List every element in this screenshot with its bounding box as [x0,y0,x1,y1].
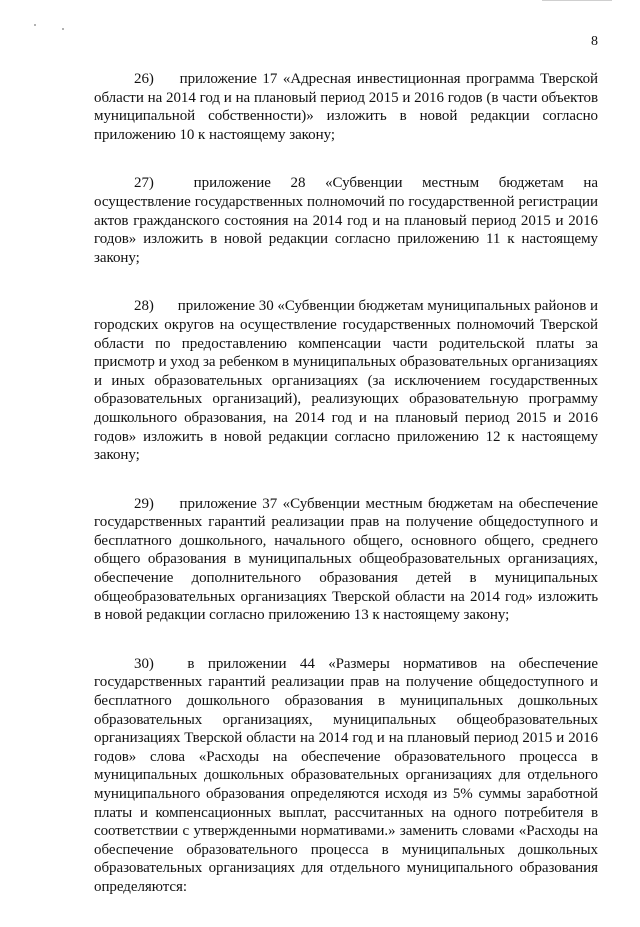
list-item [94,655,598,897]
item-number: 30) [134,655,154,672]
list-item [94,297,598,464]
list-item [94,495,598,625]
list-item [94,174,598,267]
scan-artifact [542,0,612,4]
list-item [94,70,598,144]
document-body [94,70,598,927]
item-text: приложение 37 «Субвенции местным бюджетам на обеспечение государственных гарантий реализации прав на получение общедоступного и бесплатного дошкольного, начального общего, основного общего, среднего общего образования в муниципальных общеобразовательных организациях, обеспечение дополнительного образования детей в муниципальных общеобразовательных организациях Тверской области на 2014 год» изложить в новой редакции согласно приложению 13 к настоящему закону; [94,495,598,624]
item-number: 26) [134,71,154,87]
scan-speck [34,24,36,26]
item-text: приложение 28 «Субвенции местным бюджетам на осуществление государственных полномочий по государственной регистрации актов гражданского состояния на 2014 год и на плановый период 2015 и 2016 годов» изложить в новой редакции согласно приложению 11 к настоящему закону; [94,175,598,266]
item-text: приложение 30 «Субвенции бюджетам муниципальных районов и городских округов на осуществление государственных полномочий Тверской области по предоставлению компенсации части родительской платы за присмотр и уход за ребенком в муниципальных образовательных организациях и иных образовательных организациях (за исключением государственных образовательных организаций), реализующих образовательную программу дошкольного образования, на 2014 год и на плановый период 2015 и 2016 годов» изложить в новой редакции согласно приложению 12 к настоящему закону; [94,298,598,464]
page-number: 8 [591,34,598,49]
item-text: в приложении 44 «Размеры нормативов на обеспечение государственных гарантий реализации прав на получение общедоступного и бесплатного дошкольного образования в муниципальных дошкольных образовательных организациях, муниципальных общеобразовательных организациях Тверской области на 2014 год и на плановый период 2015 и 2016 годов» слова «Расходы на обеспечение образовательного процесса в муниципальных дошкольных образовательных организациях для отдельного муниципального образования определяются исходя из 5% суммы заработной платы и компенсационных выплат, рассчитанных на одного потребителя в соответствии с утвержденными нормативами.» заменить словами «Расходы на обеспечение образовательного процесса в муниципальных дошкольных образовательных организациях для отдельного муниципального образования определяются: [94,655,598,895]
scan-speck [62,28,64,30]
item-text: приложение 17 «Адресная инвестиционная программа Тверской области на 2014 год и на плановый период 2015 и 2016 годов (в части объектов муниципальной собственности)» изложить в новой редакции согласно приложению 10 к настоящему закону; [94,71,599,143]
item-number: 27) [134,175,154,192]
item-number: 28) [134,298,154,315]
item-number: 29) [134,495,154,512]
